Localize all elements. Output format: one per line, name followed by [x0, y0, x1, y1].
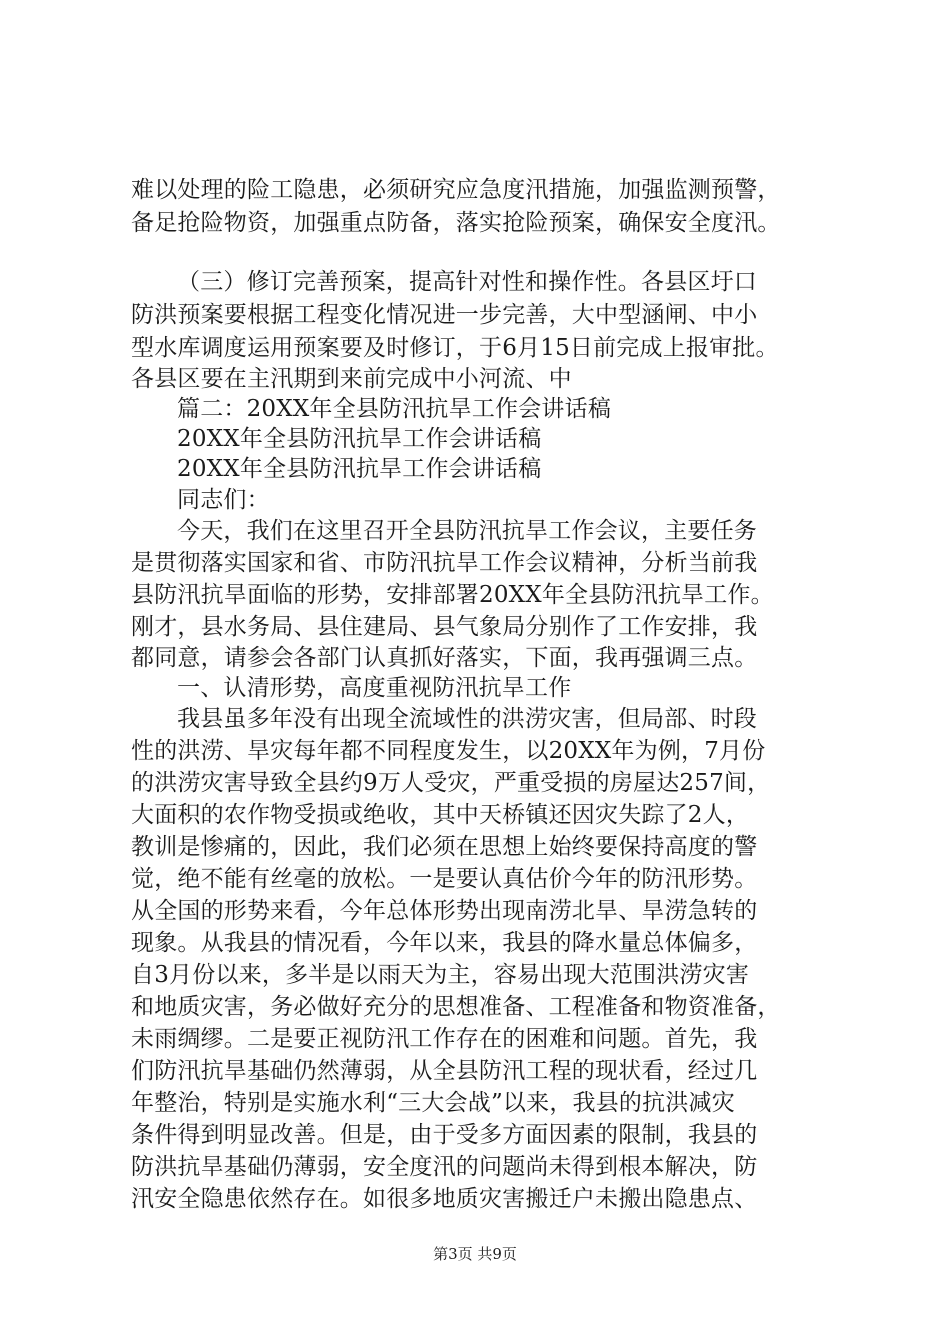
text-line: 未雨绸缪。二是要正视防汛工作存在的困难和问题。首先，我 [131, 1026, 758, 1052]
text-line: 我县虽多年没有出现全流域性的洪涝灾害，但局部、时段 [177, 706, 757, 732]
text-line: 大面积的农作物受损或绝收，其中天桥镇还因灾失踪了2人， [131, 802, 750, 828]
text-line: 条件得到明显改善。但是，由于受多方面因素的限制，我县的 [131, 1122, 758, 1148]
text-line: 防洪预案要根据工程变化情况进一步完善，大中型涵闸、中小 [131, 302, 758, 328]
text-line: 今天，我们在这里召开全县防汛抗旱工作会议，主要任务 [177, 518, 757, 544]
text-line: 县防汛抗旱面临的形势，安排部署20XX年全县防汛抗旱工作。 [131, 582, 774, 608]
text-line: 难以处理的险工隐患，必须研究应急度汛措施，加强监测预警， [131, 177, 781, 203]
section-heading: 篇二：20XX年全县防汛抗旱工作会讲话稿 [177, 396, 612, 422]
text-line: 刚才，县水务局、县住建局、县气象局分别作了工作安排，我 [131, 614, 758, 640]
text-line: 现象。从我县的情况看，今年以来，我县的降水量总体偏多， [131, 930, 758, 956]
text-line: 都同意，请参会各部门认真抓好落实，下面，我再强调三点。 [131, 645, 758, 671]
text-line: 年整治，特别是实施水利“三大会战”以来，我县的抗洪减灾 [131, 1090, 735, 1116]
page-number: 第3页 共9页 [433, 1245, 517, 1263]
salutation: 同志们： [177, 487, 270, 513]
text-line: 和地质灾害，务必做好充分的思想准备、工程准备和物资准备， [131, 994, 781, 1020]
text-line: 各县区要在主汛期到来前完成中小河流、中 [131, 366, 572, 392]
text-line: 的洪涝灾害导致全县约9万人受灾，严重受损的房屋达257间， [131, 770, 771, 796]
text-line: 们防汛抗旱基础仍然薄弱，从全县防汛工程的现状看，经过几 [131, 1058, 758, 1084]
text-line: 从全国的形势来看，今年总体形势出现南涝北旱、旱涝急转的 [131, 898, 758, 924]
text-line: 觉，绝不能有丝毫的放松。一是要认真估价今年的防汛形势。 [131, 866, 758, 892]
document-title: 20XX年全县防汛抗旱工作会讲话稿 [177, 456, 542, 482]
text-line: 自3月份以来，多半是以雨天为主，容易出现大范围洪涝灾害 [131, 962, 750, 988]
document-title: 20XX年全县防汛抗旱工作会讲话稿 [177, 426, 542, 452]
text-line: 型水库调度运用预案要及时修订，于6月15日前完成上报审批。 [131, 335, 779, 361]
text-line: 汛安全隐患依然存在。如很多地质灾害搬迁户未搬出隐患点、 [131, 1186, 758, 1212]
text-line: 备足抢险物资，加强重点防备，落实抢险预案，确保安全度汛。 [131, 210, 781, 236]
text-line: （三）修订完善预案，提高针对性和操作性。各县区圩口 [177, 269, 757, 295]
text-line: 防洪抗旱基础仍薄弱，安全度汛的问题尚未得到根本解决，防 [131, 1154, 758, 1180]
text-line: 是贯彻落实国家和省、市防汛抗旱工作会议精神，分析当前我 [131, 550, 758, 576]
text-line: 教训是惨痛的，因此，我们必须在思想上始终要保持高度的警 [131, 834, 758, 860]
text-line: 性的洪涝、旱灾每年都不同程度发生，以20XX年为例，7月份 [131, 738, 766, 764]
section-heading: 一、认清形势，高度重视防汛抗旱工作 [177, 675, 572, 701]
